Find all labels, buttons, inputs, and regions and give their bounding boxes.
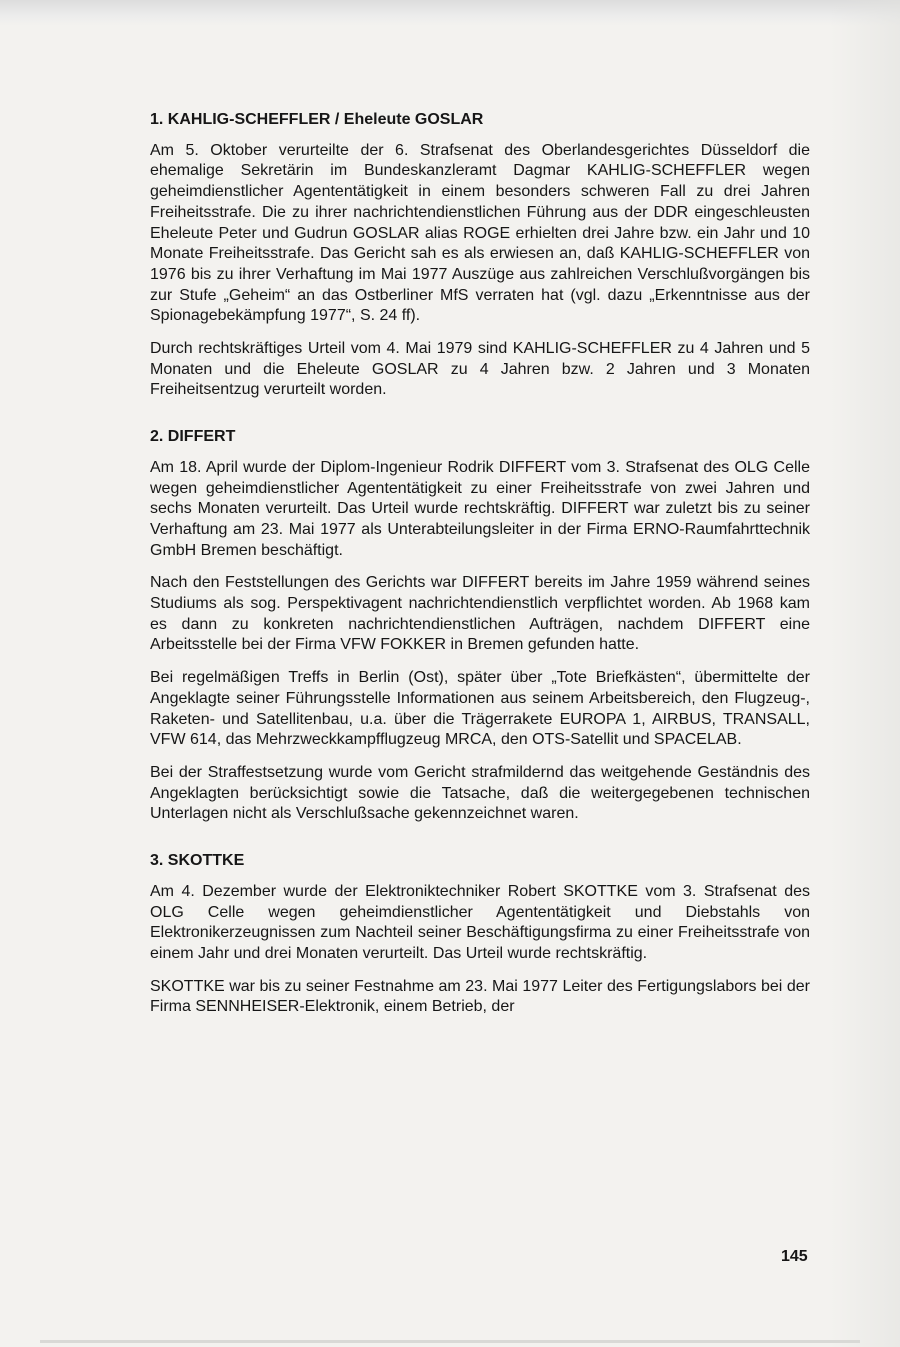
paragraph: Am 18. April wurde der Diplom-Ingenieur Rodrik DIFFERT vom 3. Strafsenat des OLG Celle wegen geheimdienstlicher Agententätigkeit zu einer Freiheitsstrafe von zwei Jahren und sechs Monaten verurteilt. Das Urteil wurde rechtskräftig. DIFFERT war zuletzt bis zu seiner Verhaftung am 23. Mai 1977 als Unterabteilungsleiter in der Firma ERNO-Raumfahrttechnik GmbH Bremen beschäftigt. <box>150 458 810 559</box>
paragraph: Am 4. Dezember wurde der Elektroniktechniker Robert SKOTTKE vom 3. Strafsenat des OLG Celle wegen geheimdienstlicher Agententätigkeit und Diebstahls von Elektronikerzeugnissen zum Nachteil seiner Beschäftigungsfirma zu einer Freiheitsstrafe von einem Jahr und drei Monaten verurteilt. Das Urteil wurde rechtskräftig. <box>150 882 810 962</box>
section-heading: 3. SKOTTKE <box>150 852 245 870</box>
paragraph: Nach den Feststellungen des Gerichts war DIFFERT bereits im Jahre 1959 während seines Studiums als sog. Perspektivagent nachrichtendienstlich verpflichtet worden. Ab 1968 kam es dann zu konkreten nachrichtendienstlichen Aufträgen, nachdem DIFFERT eine Arbeitsstelle bei der Firma VFW FOKKER in Bremen gefunden hatte. <box>150 574 810 654</box>
section-skottke <box>150 851 810 1018</box>
page-body <box>150 110 810 1030</box>
section-differt <box>150 427 810 825</box>
section-kahlig-scheffler <box>150 110 810 401</box>
paragraph: Am 5. Oktober verurteilte der 6. Strafsenat des Oberlandesgerichtes Düsseldorf die ehemalige Sekretärin im Bundeskanzleramt Dagmar KAHLIG-SCHEFFLER wegen geheimdienstlicher Agententätigkeit in einem besonders schweren Fall zu drei Jahren Freiheitsstrafe. Die zu ihrer nachrichtendienstlichen Führung aus der DDR eingeschleusten Eheleute Peter und Gudrun GOSLAR alias ROGE erhielten drei Jahre bzw. ein Jahr und 10 Monate Freiheitsstrafe. Das Gericht sah es als erwiesen an, daß KAHLIG-SCHEFFLER von 1976 bis zu ihrer Verhaftung im Mai 1977 Auszüge aus zahlreichen Verschlußvorgängen bis zur Stufe „Geheim“ an das Ostberliner MfS verraten hat (vgl. dazu „Erkenntnisse aus der Spionagebekämpfung 1977“, S. 24 ff). <box>150 141 810 325</box>
scan-shadow-top <box>0 0 900 26</box>
section-heading: 2. DIFFERT <box>150 428 236 446</box>
section-heading: 1. KAHLIG-SCHEFFLER / Eheleute GOSLAR <box>150 111 484 128</box>
paragraph: Bei regelmäßigen Treffs in Berlin (Ost), später über „Tote Briefkästen“, übermittelte der Angeklagte seiner Führungsstelle Informationen aus seinem Arbeitsbereich, den Flugzeug-, Raketen- und Satellitenbau, u.a. über die Trägerrakete EUROPA 1, AIRBUS, TRANSALL, VFW 614, das Mehrzweckkampfflugzeug MRCA, den OTS-Satellit und SPACELAB. <box>150 669 810 749</box>
page-number: 145 <box>781 1248 808 1265</box>
scan-shadow-right <box>830 0 900 1347</box>
paragraph: Durch rechtskräftiges Urteil vom 4. Mai 1979 sind KAHLIG-SCHEFFLER zu 4 Jahren und 5 Monaten und die Eheleute GOSLAR zu 4 Jahren bzw. 2 Jahren und 3 Monaten Freiheitsentzug verurteilt worden. <box>150 340 810 399</box>
scan-edge-bottom <box>40 1340 860 1343</box>
paragraph: SKOTTKE war bis zu seiner Festnahme am 23. Mai 1977 Leiter des Fertigungslabors bei der Firma SENNHEISER-Elektronik, einem Betrieb, der <box>150 977 810 1016</box>
paragraph: Bei der Straffestsetzung wurde vom Gericht strafmildernd das weitgehende Geständnis des Angeklagten berücksichtigt sowie die Tatsache, daß die weitergegebenen technischen Unterlagen nicht als Verschlußsache gekennzeichnet waren. <box>150 763 810 823</box>
